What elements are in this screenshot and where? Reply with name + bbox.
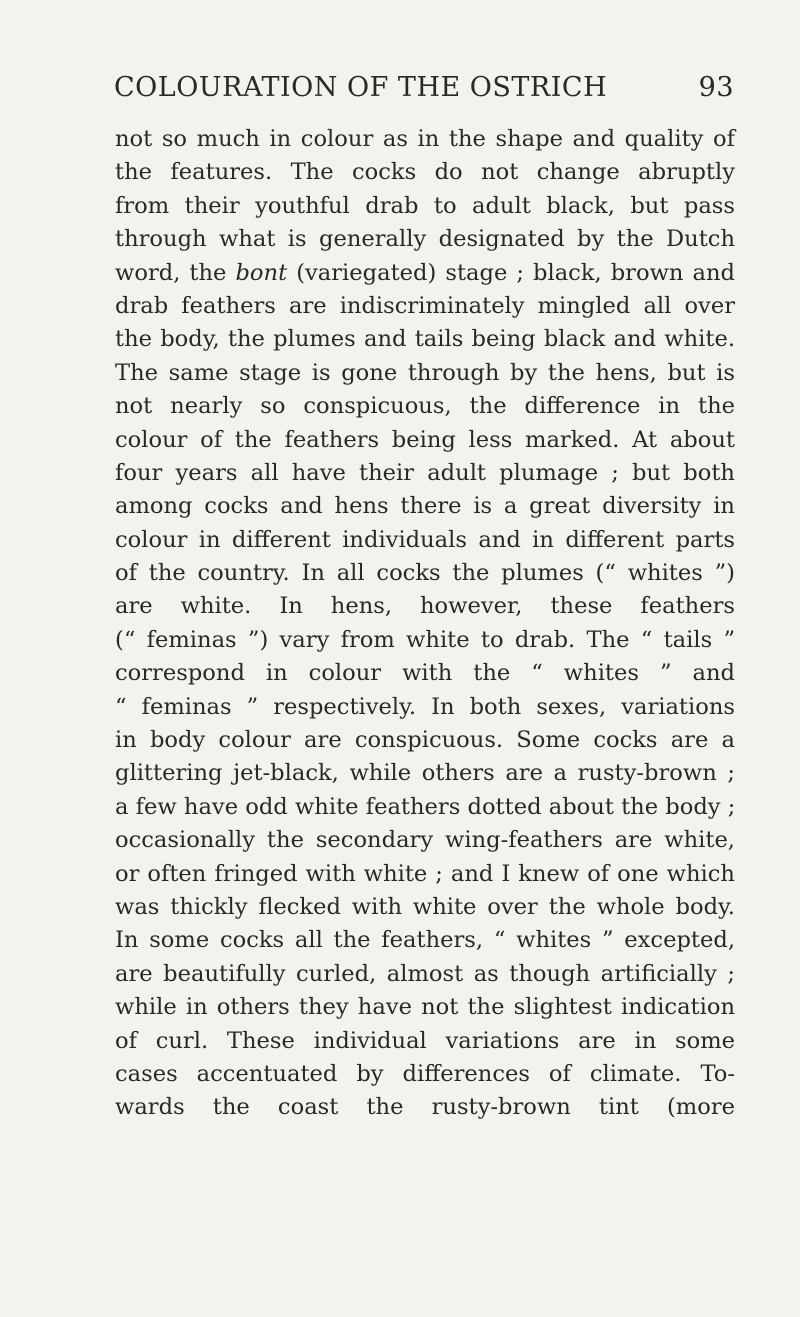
body-text bbox=[115, 123, 735, 1125]
text-line: glittering jet-black, while others are a rusty-brown ; bbox=[115, 760, 735, 787]
text-line: through what is generally designated by the Dutch bbox=[115, 226, 735, 253]
text-line: “ feminas ” respectively. In both sexes, variations bbox=[115, 693, 735, 720]
text-line: of curl. These individual variations are in some bbox=[115, 1027, 735, 1054]
text-segment: (variegated) stage ; black, brown and bbox=[287, 259, 735, 286]
text-line: colour of the feathers being less marked. At about bbox=[115, 426, 735, 453]
text-line: not so much in colour as in the shape and quality of bbox=[115, 126, 735, 152]
text-segment: word, the bbox=[115, 259, 236, 286]
text-line bbox=[115, 257, 735, 290]
text-line: In some cocks all the feathers, “ whites ” excepted, bbox=[115, 927, 735, 954]
text-line: while in others they have not the slightest indication bbox=[115, 994, 735, 1021]
text-line: The same stage is gone through by the hens, but is bbox=[115, 359, 735, 386]
text-line: are white. In hens, however, these feathers bbox=[115, 593, 735, 620]
text-line: four years all have their adult plumage ; but both bbox=[115, 459, 735, 486]
text-line: drab feathers are indiscriminately mingled all over bbox=[115, 292, 735, 319]
text-line: cases accentuated by differences of climate. To- bbox=[115, 1060, 735, 1087]
italic-term: bont bbox=[235, 259, 288, 286]
text-line: not nearly so conspicuous, the difference in the bbox=[115, 393, 735, 420]
text-line: colour in different individuals and in different parts bbox=[115, 526, 735, 553]
text-line: among cocks and hens there is a great diversity in bbox=[115, 493, 735, 520]
text-line: from their youthful drab to adult black, but pass bbox=[115, 192, 735, 219]
text-line: wards the coast the rusty-brown tint (more bbox=[115, 1094, 735, 1121]
text-line: or often fringed with white ; and I knew of one which bbox=[115, 860, 735, 887]
text-line: in body colour are conspicuous. Some cocks are a bbox=[115, 727, 735, 754]
text-line: (“ feminas ”) vary from white to drab. The “ tails ” bbox=[115, 626, 735, 653]
text-line: a few have odd white feathers dotted about the body ; bbox=[115, 793, 736, 820]
running-head-title: COLOURATION OF THE OSTRICH bbox=[114, 72, 608, 103]
text-line: are beautifully curled, almost as though artificially ; bbox=[115, 960, 735, 987]
page-number: 93 bbox=[698, 72, 734, 103]
text-line: the features. The cocks do not change abruptly bbox=[115, 159, 735, 186]
text-line: occasionally the secondary wing-feathers are white, bbox=[115, 827, 735, 854]
running-head bbox=[114, 68, 734, 108]
text-line: the body, the plumes and tails being black and white. bbox=[115, 326, 735, 353]
text-line: was thickly flecked with white over the whole body. bbox=[115, 893, 735, 920]
text-line: correspond in colour with the “ whites ” and bbox=[115, 660, 735, 687]
text-line: of the country. In all cocks the plumes (“ whites ”) bbox=[115, 560, 735, 587]
